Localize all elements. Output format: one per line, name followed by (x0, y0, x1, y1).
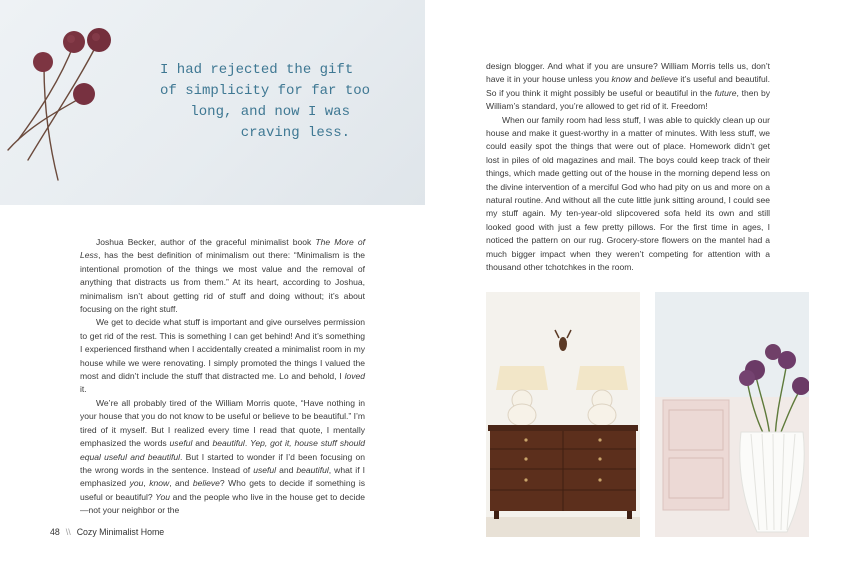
right-page-body (486, 60, 770, 275)
pull-quote-line: craving less. (240, 125, 350, 141)
body-paragraph: Joshua Becker, author of the graceful minimalist book The More of Less, has the best definition of minimalism out there: “Minimalism is the intentional promotion of the things we most value and the removal of anything that distracts us from them.” At its heart, according to Joshua, minimalism isn’t about getting rid of stuff and doing without; it’s about focusing on the right stuff. (80, 237, 366, 315)
body-paragraph: design blogger. And what if you are unsure? William Morris tells us, don’t have it in your house unless you know and believe it’s useful and beautiful. So if you think it might possibly be useful or beautiful in the future, then by William’s standard, you’re allowed to get rid of it. Freedom! (486, 61, 771, 112)
footer-separator: \\ (65, 527, 71, 537)
body-paragraph: We get to decide what stuff is important and give ourselves permission to get rid of the rest. This is something I can get behind! And it’s something I experienced firsthand when I accidentally created a minimalist room in my house while we were renovating. I simply promoted the things I valued the most and didn’t include the stuff that distracted me. Lo and behold, I loved it. (80, 317, 365, 395)
page-number: 48 (50, 527, 60, 537)
pull-quote-line: I had rejected the gift (160, 62, 354, 78)
pull-quote-line: long, and now I was (190, 104, 350, 120)
photo-dresser-lamps (486, 292, 640, 537)
page-footer (50, 527, 164, 537)
body-paragraph: We’re all probably tired of the William Morris quote, “Have nothing in your house that you do not know to be useful or believe to be beautiful.” I’m tired of it myself. But I realized every time I read that quote, I mentally emphasized the words useful and beautiful. Yep, got it, house stuff should equal useful and beautiful. But I started to wonder if I’d been focusing on the wrong words in the sentence. Instead of useful and beautiful, what if I emphasized you, know, and believe? Who gets to decide if something is useful or beautiful? You and the people who live in the house get to decide—not your neighbor or the (80, 397, 366, 516)
pull-quote-line: of simplicity for far too (160, 83, 371, 99)
left-page-body (80, 236, 365, 518)
body-paragraph: When our family room had less stuff, I was able to quickly clean up our house and make it guest-worthy in a matter of minutes. With less stuff, we could easily spot the things that were out of place. Homework didn’t get lost in piles of old magazines and mail. The boys could keep track of their things, which made getting out of the house in the morning depend less on the divine intervention of a merciful God who had pity on us and more on a natural routine. And without all the cute little junk sitting around, I could see my stuff again. My ten-year-old slipcovered sofa held its own and still looked good with just a few pretty pillows. For the first time in ages, I noticed the pattern on our rug. Grocery-store flowers on the mantel had a much bigger impact when they weren’t competing for attention with a thousand other tchotchkes in the room. (486, 114, 770, 273)
allium-flowers-illustration (0, 0, 140, 200)
pull-quote (160, 60, 371, 144)
running-title: Cozy Minimalist Home (76, 527, 165, 537)
hero-image-flowers (0, 0, 425, 205)
photo-vase-alliums (655, 292, 809, 537)
